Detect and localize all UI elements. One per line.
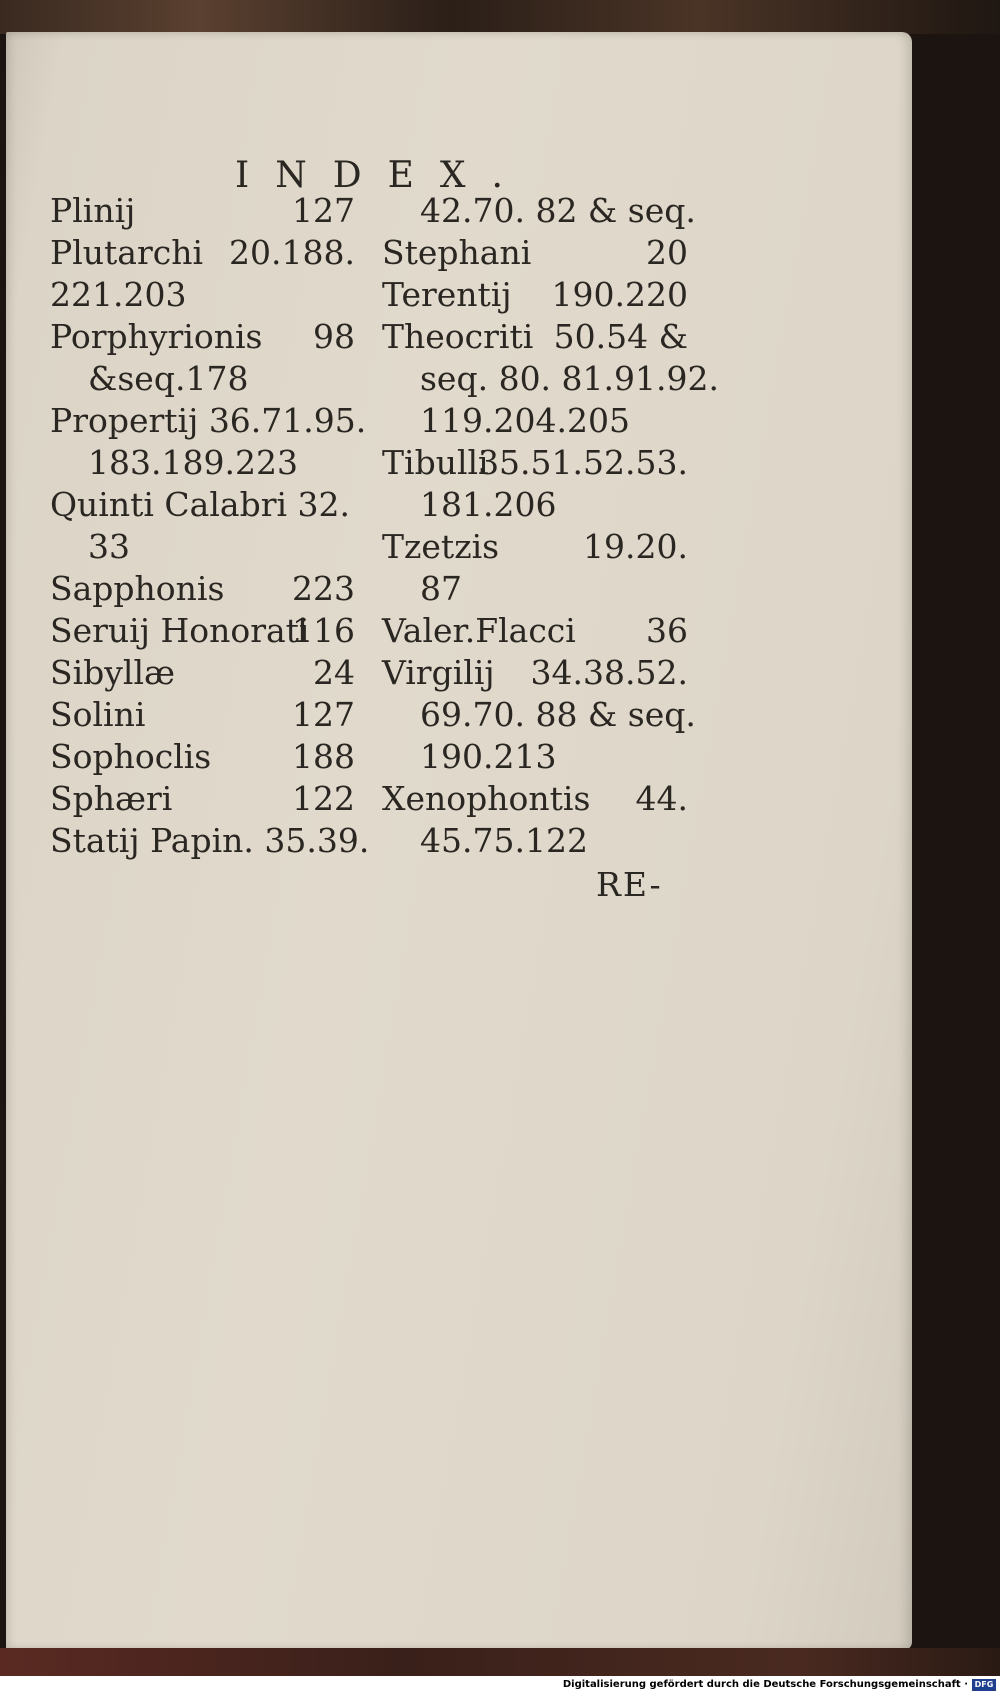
index-entry-pages: 127: [292, 191, 355, 230]
index-entry: [50, 820, 370, 862]
index-entry-pages: 19.20.: [583, 527, 688, 566]
index-entry-name: Plutarchi: [50, 233, 204, 272]
index-entry: [50, 274, 355, 316]
index-entry: [382, 442, 688, 484]
index-entry-pages: 20: [646, 233, 688, 272]
index-entry-name: 42.70. 82 & seq.: [420, 191, 696, 230]
index-entry-pages: 127: [292, 695, 355, 734]
footer-credit: Digitalisierung gefördert durch die Deutsche Forschungsgemeinschaft ·: [562, 1679, 968, 1690]
index-entry: [382, 694, 696, 736]
index-entry-name: Theocriti: [382, 317, 534, 356]
index-entry: [50, 694, 355, 736]
index-entry-pages: 98: [313, 317, 355, 356]
index-entry-pages: 35.51.52.53.: [478, 443, 688, 482]
index-entry-name: Terentij: [382, 275, 512, 314]
index-entry: [382, 190, 696, 232]
index-entry-name: 33: [88, 527, 130, 566]
index-entry-pages: 44.: [635, 779, 688, 818]
index-entry-pages: 36: [646, 611, 688, 650]
index-entry: [50, 736, 355, 778]
index-entry: [50, 442, 355, 484]
index-entry: [50, 652, 355, 694]
index-entry: [382, 820, 688, 862]
dfg-logo-icon: DFG: [972, 1679, 996, 1691]
index-entry-name: Porphyrionis: [50, 317, 263, 356]
index-entry-pages: 24: [313, 653, 355, 692]
index-entry-name: 181.206: [420, 485, 557, 524]
index-entry-pages: 188: [292, 737, 355, 776]
index-entry-name: Xenophontis: [382, 779, 591, 818]
index-entry: [382, 232, 688, 274]
index-entry: [50, 400, 367, 442]
index-entry-name: Seruij Honorati: [50, 611, 310, 650]
index-entry-name: 190.213: [420, 737, 557, 776]
index-entry-pages: 223: [292, 569, 355, 608]
index-entry-name: Plinij: [50, 191, 136, 230]
index-entry: [382, 652, 688, 694]
index-entry: [382, 484, 688, 526]
index-entry: [50, 610, 355, 652]
index-entry-name: 221.203: [50, 275, 187, 314]
index-entry: [50, 778, 355, 820]
index-entry-name: Virgilij: [382, 653, 495, 692]
index-entry-name: 87: [420, 569, 462, 608]
index-entry-name: Sapphonis: [50, 569, 225, 608]
index-entry: [50, 190, 355, 232]
index-entry: [382, 358, 719, 400]
index-entry-pages: 116: [292, 611, 355, 650]
index-entry-name: 119.204.205: [420, 401, 630, 440]
scan-bottom-edge: [0, 1648, 1000, 1676]
index-entry-name: Stephani: [382, 233, 532, 272]
index-entry: [382, 400, 688, 442]
index-entry: [382, 274, 688, 316]
index-entry: [50, 316, 355, 358]
index-entry: [382, 526, 688, 568]
index-entry-name: seq. 80. 81.91.92.: [420, 359, 719, 398]
index-entry-pages: 50.54 &: [553, 317, 688, 356]
index-entry: [50, 358, 355, 400]
index-entry-name: 183.189.223: [88, 443, 298, 482]
index-entry-pages: 190.220: [551, 275, 688, 314]
index-entry: [50, 484, 355, 526]
index-entry-name: Solini: [50, 695, 146, 734]
index-entry: [382, 316, 688, 358]
index-entry: [382, 736, 688, 778]
index-entry-name: 69.70. 88 & seq.: [420, 695, 696, 734]
index-entry-name: Propertij 36.71.95.: [50, 401, 367, 440]
index-entry-name: Sibyllæ: [50, 653, 176, 692]
index-entry-name: Sphæri: [50, 779, 173, 818]
index-entry-name: Statij Papin. 35.39.: [50, 821, 370, 860]
index-entry-name: Tzetzis: [382, 527, 500, 566]
scan-top-edge: [0, 0, 1000, 34]
index-entry-name: Tibulli: [382, 443, 489, 482]
index-column-right: [382, 190, 719, 862]
index-entry-pages: 20.188.: [229, 233, 355, 272]
page-header: INDEX.: [235, 155, 529, 196]
digitization-footer: [0, 1676, 1000, 1694]
index-entry-pages: 34.38.52.: [530, 653, 688, 692]
index-entry: [50, 568, 355, 610]
index-entry-name: Quinti Calabri 32.: [50, 485, 350, 524]
index-entry-pages: 122: [292, 779, 355, 818]
index-entry-name: Valer.Flacci: [382, 611, 576, 650]
index-entry: [382, 610, 688, 652]
index-entry: [50, 232, 355, 274]
index-entry-name: 45.75.122: [420, 821, 588, 860]
index-entry: [382, 778, 688, 820]
index-entry-name: &seq.178: [88, 359, 249, 398]
index-entry-name: Sophoclis: [50, 737, 212, 776]
catchword: RE-: [596, 865, 663, 904]
index-column-left: [50, 190, 370, 862]
index-entry: [382, 568, 688, 610]
index-entry: [50, 526, 355, 568]
